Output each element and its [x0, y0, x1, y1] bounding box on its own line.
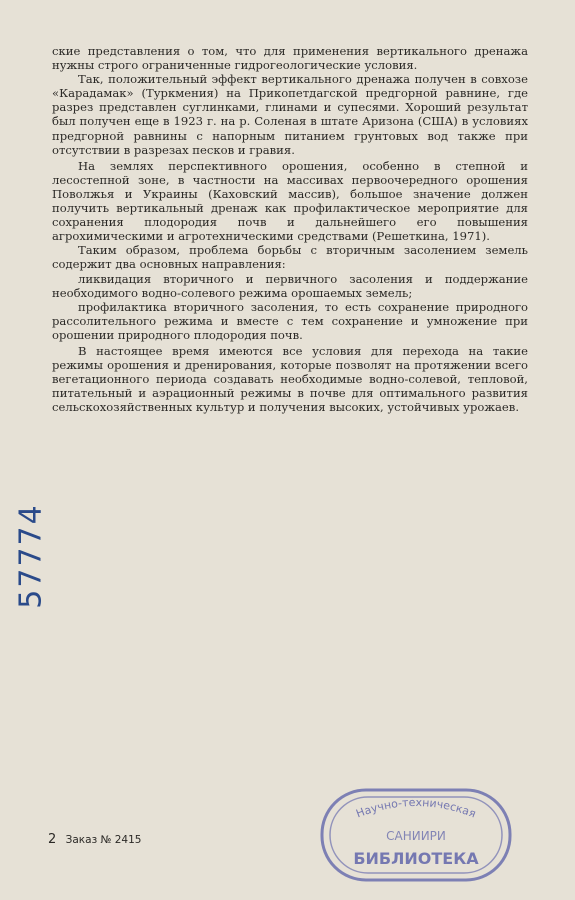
handwritten-text: 57774 [13, 503, 49, 609]
paragraph-2: Так, положительный эффект вертикального дренажа получен в совхозе «Карадамак» (Туркмения) на Прикопетдагской предгорной равнине, где разрез представлен суглинками, глинами и супесями. Хороший результат был получен еще в 1923 г. на р. Соленая в штате Аризона (США) в условиях предгорной равнины с напорным питанием грунтовых вод также при отсутствии в разрезах песков и гравия. [52, 72, 528, 157]
paragraph-4: Таким образом, проблема борьбы с вторичным засолением земель содержит два основных направления: [52, 243, 528, 272]
paragraph-3: На землях перспективного орошения, особенно в степной и лесостепной зоне, в частности на массивах первоочередного орошения Поволжья и Украины (Каховский массив), большое значение должен получить вертикальный дренаж как профилактическое мероприятие для сохранения плодородия почв и дальнейшего его повышения агрохимическими и агротехническими средствами (Решеткина, 1971). [52, 158, 528, 244]
paragraph-7: В настоящее время имеются все условия для перехода на такие режимы орошения и дренирования, которые позволят на протяжении всего вегетационного периода создавать необходимые водно-солевой, тепловой, питательный и аэрационный режимы в почве для оптимального развития сельскохозяйственных культур и получения высоких, устойчивых урожаев. [52, 343, 528, 415]
stamp-line-2: САНИИРИ [386, 829, 446, 843]
library-stamp [318, 782, 514, 886]
paragraph-5: ликвидация вторичного и первичного засоления и поддержание необходимого водно-солевого режима орошаемых земель; [52, 271, 528, 300]
body-text [52, 44, 528, 414]
stamp-line-3: БИБЛИОТЕКА [353, 849, 479, 868]
page-footer [48, 832, 141, 847]
signature-number: 2 [48, 832, 57, 847]
paragraph-6: профилактика вторичного засоления, то есть сохранение природного рассолительного режима и вместе с тем сохранение и умножение при орошении природного плодородия почв. [52, 299, 528, 342]
handwritten-inventory-number [8, 500, 54, 612]
stamp-line-1: Научно-техническая [354, 795, 478, 821]
paragraph-1: ские представления о том, что для применения вертикального дренажа нужны строго ограниченные гидрогеологические условия. [52, 44, 528, 73]
order-number: Заказ № 2415 [65, 834, 142, 846]
